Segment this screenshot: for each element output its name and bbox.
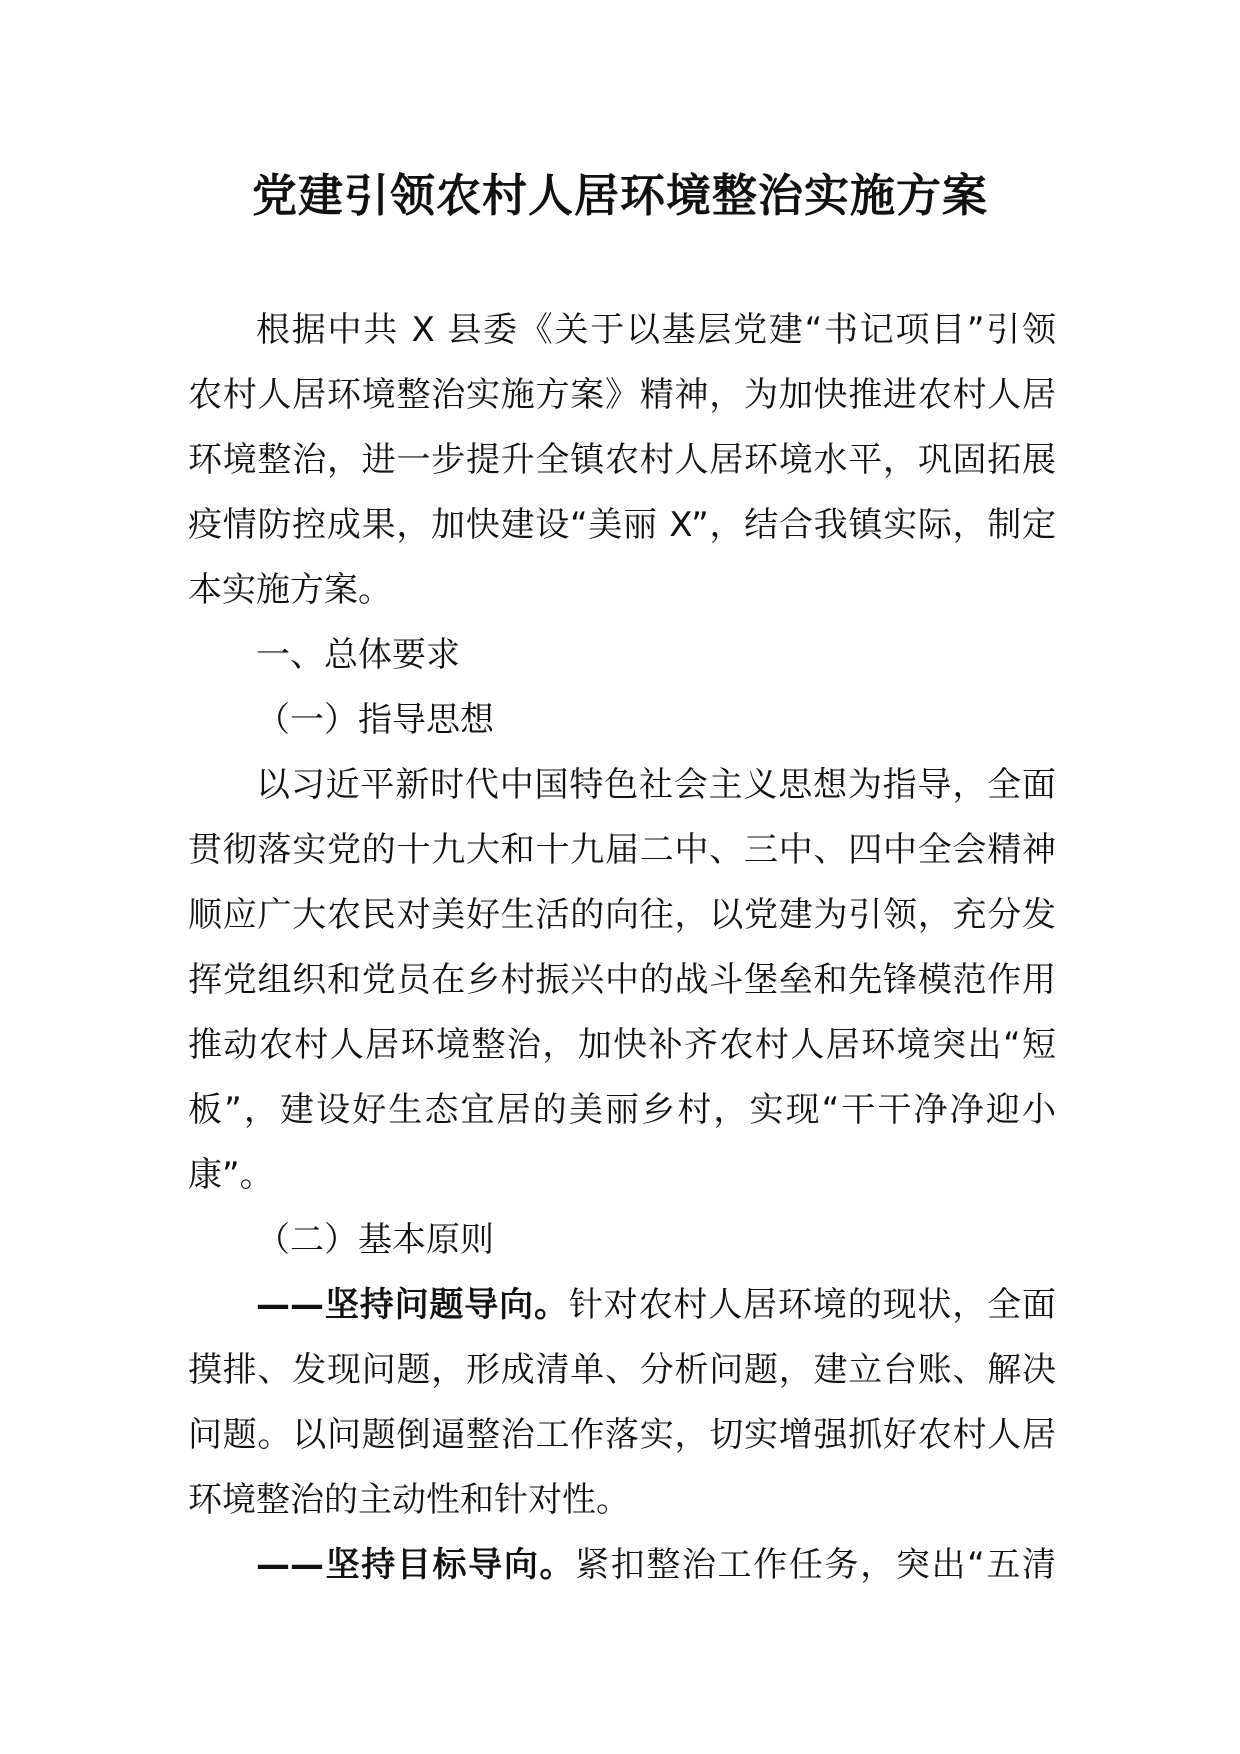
text-line [188,1208,1056,1273]
text-line [188,1143,1056,1208]
line-text: 康”。 [188,1155,274,1195]
text-line [188,623,1056,688]
text-line [188,1013,1056,1078]
line-text: 根据中共 X 县委《关于以基层党建“书记项目”引领 [256,310,1056,350]
line-text: （一）指导思想 [256,700,494,740]
line-text: 环境整治的主动性和针对性。 [188,1480,630,1520]
text-line [188,298,1056,363]
document-title: 党建引领农村人居环境整治实施方案 [251,169,988,222]
line-text: 贯彻落实党的十九大和十九届二中、三中、四中全会精神 [188,830,1056,870]
line-text: 板”，建设好生态宜居的美丽乡村，实现“干干净净迎小 [188,1090,1056,1130]
bold-heading: ——坚持目标导向。 [256,1545,576,1585]
line-text: 以习近平新时代中国特色社会主义思想为指导，全面 [256,765,1056,805]
text-line [188,948,1056,1013]
text-line [188,428,1056,493]
text-line [188,558,1056,623]
line-text: 挥党组织和党员在乡村振兴中的战斗堡垒和先锋模范作用 [188,960,1056,1000]
text-line [188,753,1056,818]
line-text: （二）基本原则 [256,1220,494,1260]
bold-heading: ——坚持问题导向。 [256,1285,569,1325]
line-text: 紧扣整治工作任务，突出“五清 [575,1545,1056,1585]
line-text: 摸排、发现问题，形成清单、分析问题，建立台账、解决 [188,1350,1056,1390]
line-text: 疫情防控成果，加快建设“美丽 X”，结合我镇实际，制定 [188,505,1056,545]
line-text: 推动农村人居环境整治，加快补齐农村人居环境突出“短 [188,1025,1056,1065]
text-line [188,818,1056,883]
text-line [188,1533,1056,1598]
text-line [188,688,1056,753]
text-line [188,883,1056,948]
line-text: 针对农村人居环境的现状，全面 [568,1285,1056,1325]
line-text: 农村人居环境整治实施方案》精神，为加快推进农村人居 [188,375,1056,415]
text-line [188,1338,1056,1403]
text-line [188,1403,1056,1468]
line-text: 一、总体要求 [256,635,460,675]
line-text: 本实施方案。 [188,570,392,610]
line-text: 环境整治，进一步提升全镇农村人居环境水平，巩固拓展 [188,440,1056,480]
document-body [188,298,1056,1598]
text-line [188,493,1056,558]
text-line [188,363,1056,428]
text-line [188,1273,1056,1338]
text-line [188,1078,1056,1143]
line-text: 顺应广大农民对美好生活的向往，以党建为引领，充分发 [188,895,1056,935]
line-text: 问题。以问题倒逼整治工作落实，切实增强抓好农村人居 [188,1415,1056,1455]
text-line [188,1468,1056,1533]
